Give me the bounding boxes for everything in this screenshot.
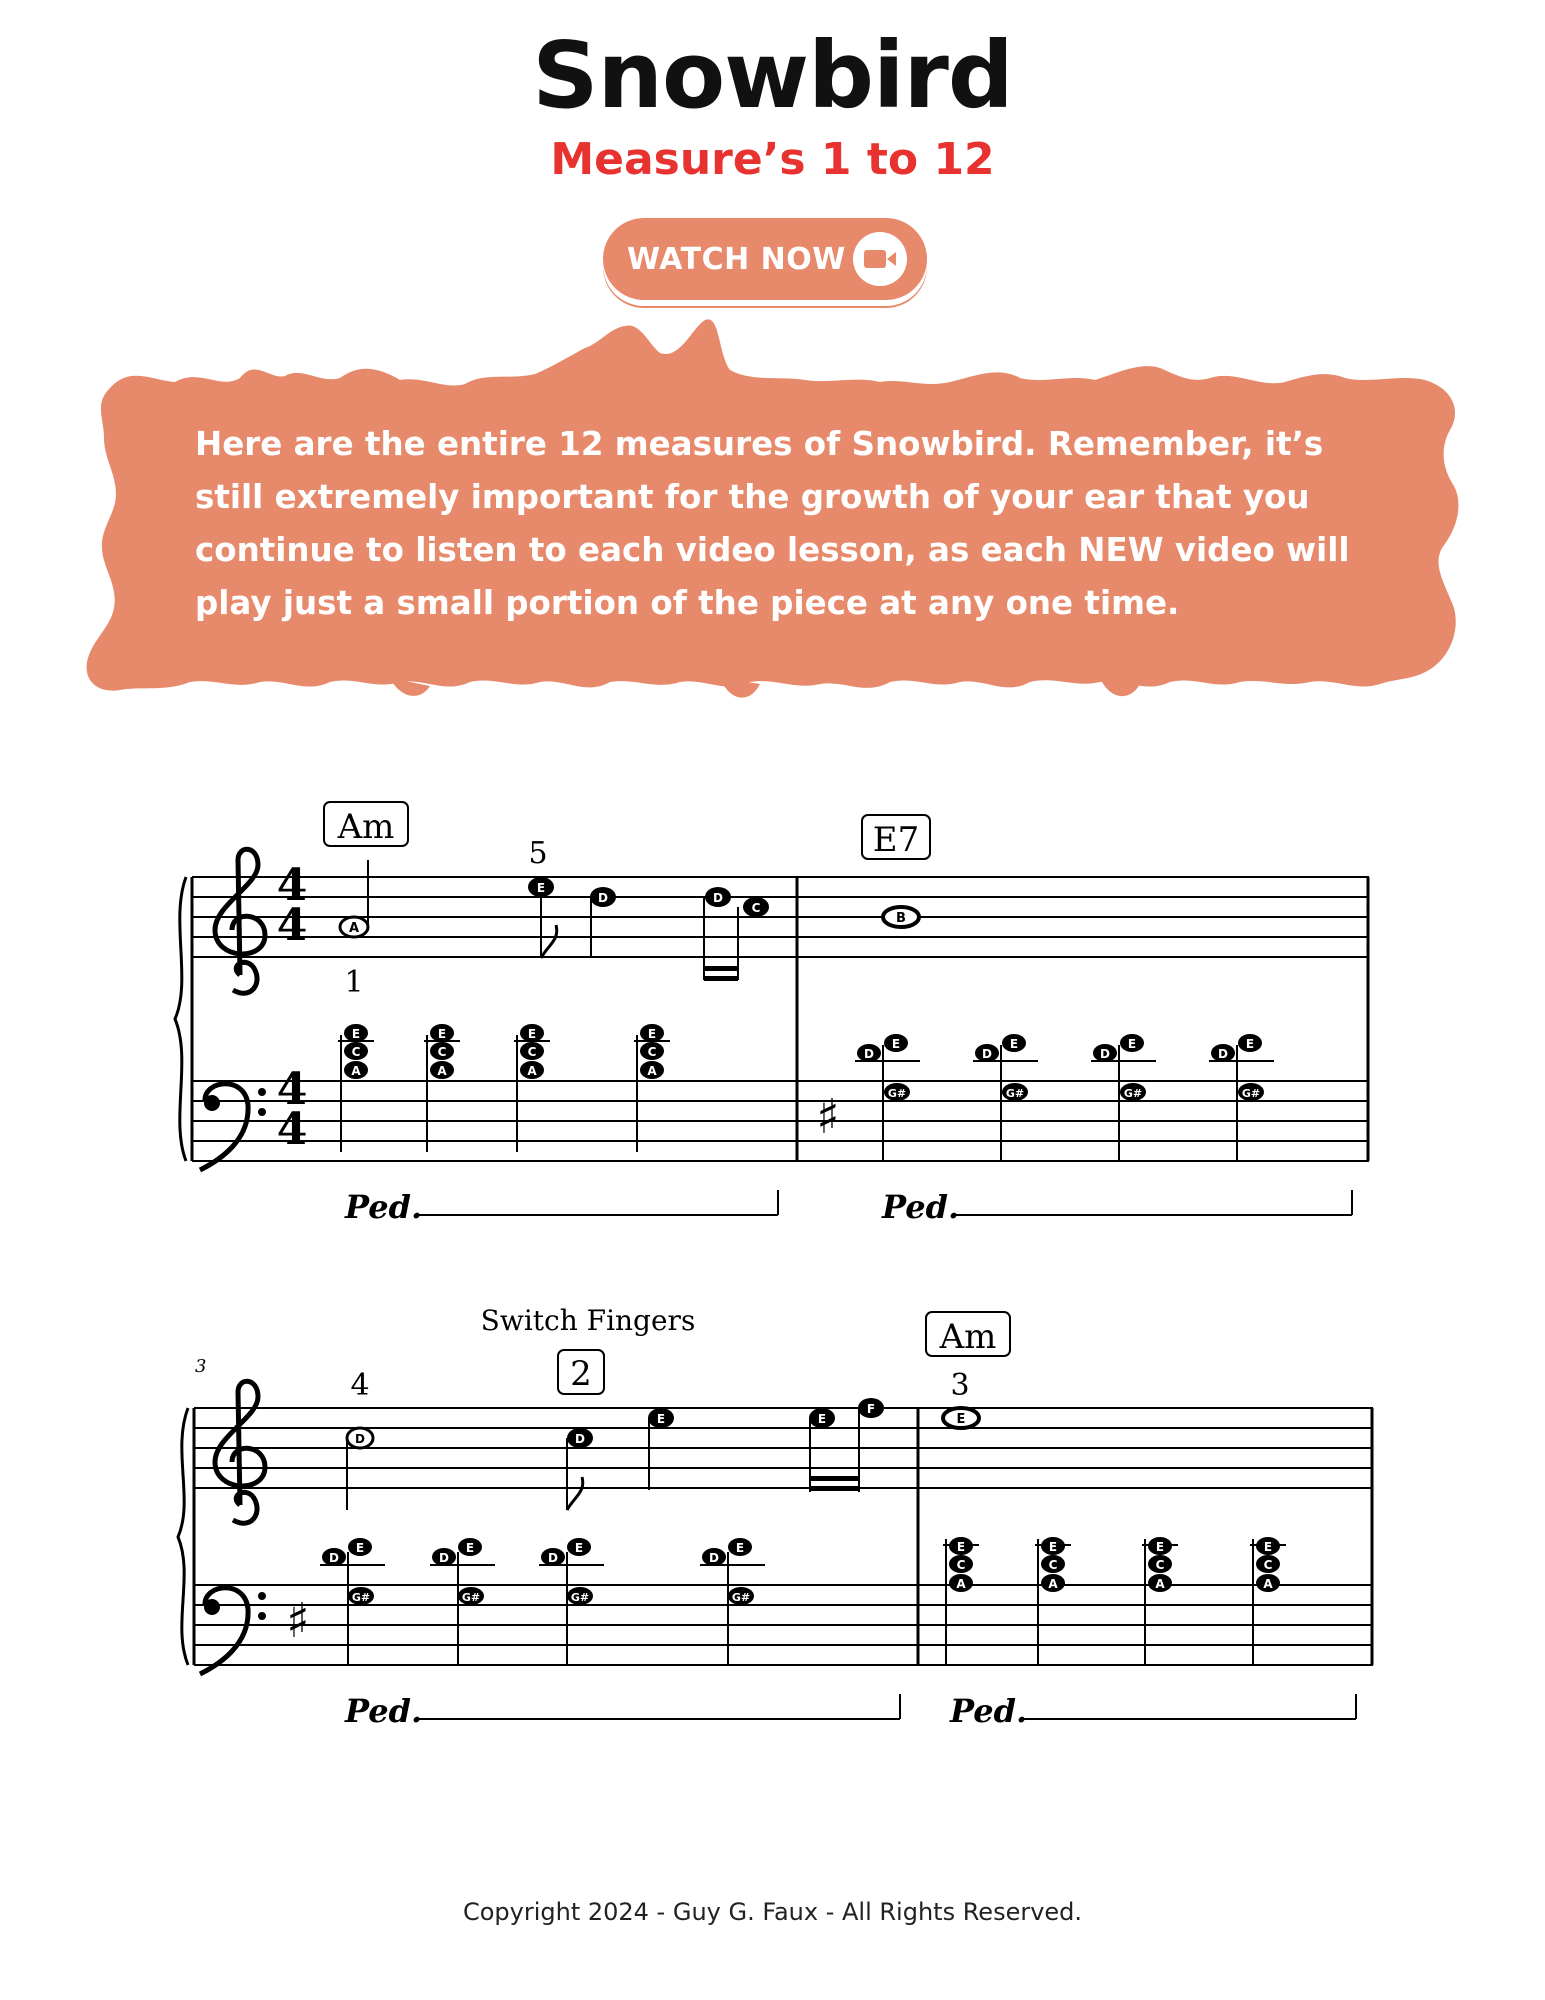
brace-icon (175, 877, 186, 1161)
note (883, 907, 919, 927)
note-label: E (1009, 1037, 1019, 1051)
chord-box (324, 802, 408, 847)
note (704, 887, 738, 981)
sharp-icon: ♯ (286, 1593, 310, 1649)
note-label: C (751, 901, 761, 915)
treble-staff-2 (194, 1408, 1373, 1488)
note-label: E (956, 1540, 966, 1554)
note-label: A (348, 921, 360, 936)
finger-number: 3 (950, 1368, 970, 1403)
note-label: A (1155, 1577, 1165, 1591)
note-label: G# (887, 1087, 907, 1100)
bass-chord (424, 1024, 460, 1152)
finger-box (558, 1350, 604, 1394)
note-label: G# (1123, 1087, 1143, 1100)
note (590, 887, 616, 958)
note-label: E (1127, 1037, 1137, 1051)
note-label: A (527, 1064, 537, 1078)
note-label: E (656, 1412, 666, 1426)
time-sig-top-bass: 4 (276, 1064, 308, 1115)
chord-symbol: Am (939, 1317, 997, 1357)
note-label: E (437, 1027, 447, 1041)
note-label: E (647, 1027, 657, 1041)
note-label: C (1155, 1558, 1165, 1572)
page-title: Snowbird (532, 22, 1013, 129)
pedal-marking: Ped. (950, 1692, 1028, 1730)
note (743, 897, 769, 917)
note-label: D (598, 891, 608, 905)
page-subtitle: Measure’s 1 to 12 (550, 134, 995, 185)
bass-clef-icon (200, 1084, 266, 1170)
note-label: D (575, 1432, 585, 1446)
note-label: D (982, 1047, 992, 1061)
time-sig-bottom-bass: 4 (276, 1104, 308, 1155)
brace-icon (178, 1408, 188, 1665)
note-label: E (527, 1027, 537, 1041)
annotation-text: Switch Fingers (480, 1304, 696, 1337)
note-label: E (735, 1541, 745, 1555)
note-label: A (647, 1064, 657, 1078)
note-label: D (355, 1432, 365, 1446)
time-sig-top: 4 (276, 860, 308, 911)
time-sig-bottom: 4 (276, 900, 308, 951)
note-label: C (1263, 1558, 1273, 1572)
intro-paragraph: Here are the entire 12 measures of Snowbird. Remember, it’s still extremely important for the growth of your ear that you continue to listen to each video lesson, as each NEW video will play just a small portion of the piece at any one time. (195, 425, 1350, 622)
pedal-marking: Ped. (882, 1188, 960, 1226)
note-label: D (864, 1047, 874, 1061)
system-1 (175, 802, 1369, 1226)
note (809, 1408, 859, 1492)
note-label: D (709, 1551, 719, 1565)
sharp-icon: ♯ (816, 1089, 840, 1145)
bass-staff-1 (192, 1081, 1369, 1161)
note-label: B (896, 911, 906, 926)
note-label: A (956, 1577, 966, 1591)
note-label: C (351, 1045, 361, 1059)
system-2 (178, 1304, 1373, 1730)
note-label: D (548, 1551, 558, 1565)
note-label: E (1155, 1540, 1165, 1554)
note-label: C (527, 1045, 537, 1059)
note-label: G# (351, 1591, 371, 1604)
note (340, 860, 368, 937)
treble-clef-icon (215, 849, 265, 993)
note-label: E (351, 1027, 361, 1041)
note-label: E (465, 1541, 475, 1555)
note-label: D (713, 891, 723, 905)
bass-clef-icon (200, 1588, 266, 1674)
note-label: E (1263, 1540, 1273, 1554)
note-label: E (574, 1541, 584, 1555)
note (943, 1408, 979, 1428)
pedal-marking: Ped. (345, 1692, 423, 1730)
finger-number: 2 (570, 1354, 592, 1394)
note-label: E (1048, 1540, 1058, 1554)
bass-chord (634, 1024, 670, 1152)
note-label: D (439, 1551, 449, 1565)
note-label: G# (1005, 1087, 1025, 1100)
finger-number: 5 (528, 836, 548, 871)
note-label: C (437, 1045, 447, 1059)
note-label: E (956, 1412, 966, 1427)
measure-number: 3 (195, 1356, 207, 1377)
note-label: A (437, 1064, 447, 1078)
note-label: C (1048, 1558, 1058, 1572)
chord-box (862, 815, 930, 860)
note-label: G# (1241, 1087, 1261, 1100)
bass-chord (514, 1024, 550, 1152)
note-label: A (351, 1064, 361, 1078)
treble-clef-icon (215, 1381, 265, 1523)
note-label: C (956, 1558, 966, 1572)
note-label: E (355, 1541, 365, 1555)
note-label: G# (731, 1591, 751, 1604)
note-label: F (866, 1402, 876, 1416)
note-label: A (1263, 1577, 1273, 1591)
finger-number: 4 (350, 1368, 370, 1403)
note-label: E (536, 881, 546, 895)
note-label: D (1218, 1047, 1228, 1061)
note (858, 1398, 884, 1418)
note-label: E (891, 1037, 901, 1051)
finger-number: 1 (344, 965, 364, 1000)
note-label: D (329, 1551, 339, 1565)
note-label: E (817, 1412, 827, 1426)
copyright-text: Copyright 2024 - Guy G. Faux - All Rights Reserved. (462, 1898, 1083, 1926)
note-label: C (647, 1045, 657, 1059)
note-label: E (1245, 1037, 1255, 1051)
chord-box (926, 1312, 1010, 1357)
chord-symbol: Am (337, 807, 395, 847)
chord-symbol: E7 (872, 820, 920, 860)
note-label: G# (570, 1591, 590, 1604)
watch-now-label: WATCH NOW (627, 241, 846, 277)
pedal-marking: Ped. (345, 1188, 423, 1226)
bass-chord (338, 1024, 374, 1152)
note-label: A (1048, 1577, 1058, 1591)
note-label: G# (461, 1591, 481, 1604)
note-label: D (1100, 1047, 1110, 1061)
